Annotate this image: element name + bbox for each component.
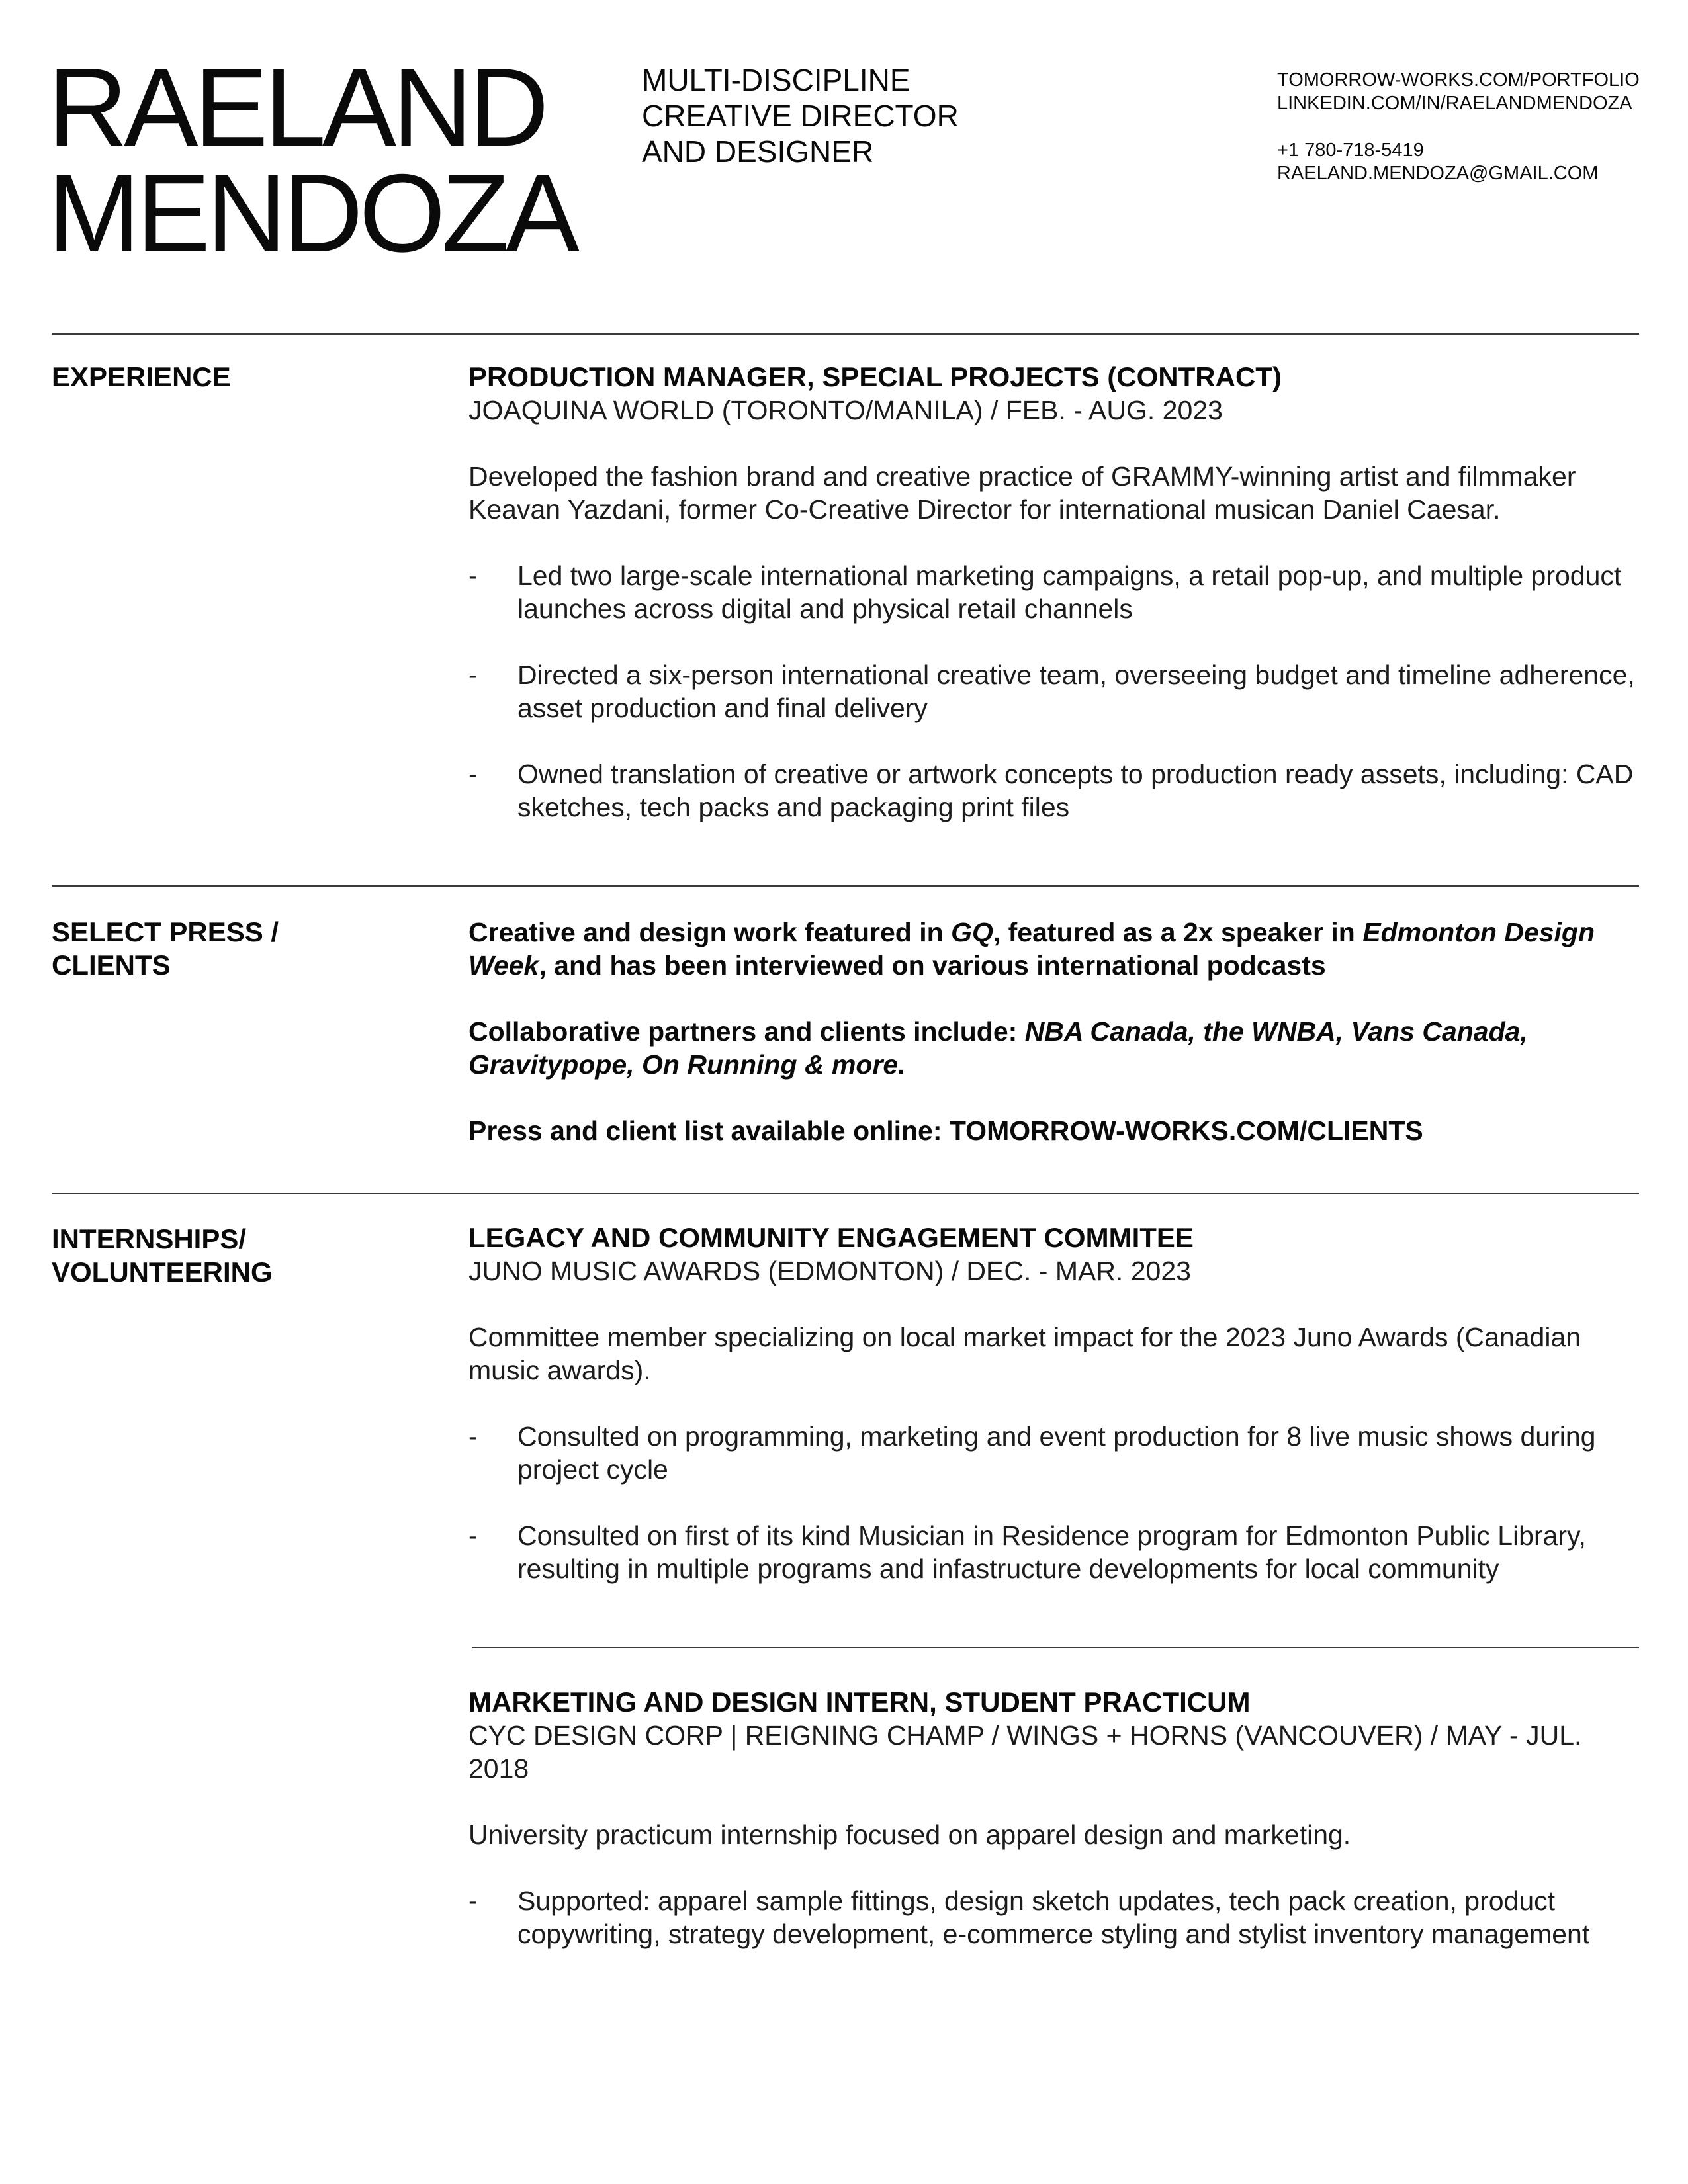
job-summary: Developed the fashion brand and creative practice of GRAMMY-winning artist and filmmaker Keavan Yazdani, former Co-Creative Director for international musican Daniel Caesar.: [468, 461, 1576, 525]
list-item: [468, 758, 1640, 824]
label-line: INTERNSHIPS/: [52, 1223, 247, 1254]
divider: [52, 1193, 1639, 1194]
press-section: [468, 916, 1607, 1147]
job-org: JOAQUINA WORLD (TORONTO/MANILA) / FEB. - AUG. 2023: [468, 395, 1223, 425]
job-summary: Committee member specializing on local market impact for the 2023 Juno Awards (Canadian music awards).: [468, 1322, 1581, 1385]
bullet-text: Supported: apparel sample fittings, design sketch updates, tech pack creation, product copywriting, strategy development, e-commerce styling and stylist inventory management: [517, 1886, 1590, 1949]
label-line: SELECT PRESS /: [52, 916, 279, 947]
bullet-dash: -: [468, 1520, 478, 1551]
divider: [472, 1647, 1639, 1648]
list-item: [468, 1519, 1640, 1585]
portfolio-link[interactable]: TOMORROW-WORKS.COM/PORTFOLIO: [1277, 69, 1640, 91]
label-line: CLIENTS: [52, 949, 171, 981]
section-label-internships: [52, 1223, 273, 1289]
title-line: AND DESIGNER: [642, 134, 874, 169]
bullet-dash: -: [468, 759, 478, 789]
bullet-dash: -: [468, 660, 478, 690]
list-item: [468, 658, 1640, 724]
name-heading: [48, 45, 576, 275]
job-role: PRODUCTION MANAGER, SPECIAL PROJECTS (CONTRACT): [468, 361, 1282, 392]
bullet-text: Consulted on first of its kind Musician in Residence program for Edmonton Public Library, resulting in multiple programs and infastructure developments for local community: [517, 1520, 1586, 1584]
job-org: JUNO MUSIC AWARDS (EDMONTON) / DEC. - MAR. 2023: [468, 1256, 1191, 1286]
clients-paragraph: Collaborative partners and clients include: NBA Canada, the WNBA, Vans Canada, Gravitypope, On Running & more.: [468, 1016, 1528, 1080]
internship-entry: [468, 1686, 1640, 1950]
job-summary: University practicum internship focused on apparel design and marketing.: [468, 1819, 1351, 1850]
list-item: [468, 559, 1640, 625]
name-last: MENDOZA: [48, 151, 576, 275]
list-item: [468, 1884, 1640, 1950]
clients-link[interactable]: TOMORROW-WORKS.COM/CLIENTS: [949, 1115, 1423, 1146]
bullet-dash: -: [468, 1421, 478, 1452]
divider: [52, 333, 1639, 335]
press-paragraph: Creative and design work featured in GQ, featured as a 2x speaker in Edmonton Design Week, and has been interviewed on various international podcasts: [468, 917, 1595, 981]
section-label-press: [52, 916, 279, 982]
title-line: CREATIVE DIRECTOR: [642, 99, 959, 133]
bullet-dash: -: [468, 560, 478, 591]
job-title: [642, 62, 959, 169]
bullet-dash: -: [468, 1886, 478, 1916]
bullet-text: Owned translation of creative or artwork concepts to production ready assets, including: CAD sketches, tech packs and packaging print files: [517, 759, 1634, 822]
list-item: [468, 1420, 1640, 1486]
label-line: VOLUNTEERING: [52, 1256, 273, 1288]
section-label-experience: EXPERIENCE: [52, 361, 231, 392]
job-role: MARKETING AND DESIGN INTERN, STUDENT PRACTICUM: [468, 1686, 1251, 1718]
title-line: MULTI-DISCIPLINE: [642, 63, 911, 97]
email-link[interactable]: RAELAND.MENDOZA@GMAIL.COM: [1277, 163, 1599, 184]
job-org: CYC DESIGN CORP | REIGNING CHAMP / WINGS + HORNS (VANCOUVER) / MAY - JUL. 2018: [468, 1720, 1582, 1784]
client-list-paragraph: Press and client list available online: TOMORROW-WORKS.COM/CLIENTS: [468, 1115, 1423, 1146]
bullet-text: Led two large-scale international marketing campaigns, a retail pop-up, and multiple product launches across digital and physical retail channels: [517, 560, 1622, 624]
contact-block: [1277, 69, 1640, 185]
linkedin-link[interactable]: LINKEDIN.COM/IN/RAELANDMENDOZA: [1277, 93, 1632, 114]
name-first: RAELAND: [48, 45, 545, 169]
divider: [52, 885, 1639, 887]
job-role: LEGACY AND COMMUNITY ENGAGEMENT COMMITEE: [468, 1222, 1194, 1253]
internship-entry: [468, 1221, 1640, 1585]
bullet-text: Consulted on programming, marketing and event production for 8 live music shows during project cycle: [517, 1421, 1596, 1485]
phone-number[interactable]: +1 780-718-5419: [1277, 140, 1424, 161]
bullet-text: Directed a six-person international creative team, overseeing budget and timeline adherence, asset production and final delivery: [517, 660, 1635, 723]
experience-section: [468, 361, 1640, 824]
